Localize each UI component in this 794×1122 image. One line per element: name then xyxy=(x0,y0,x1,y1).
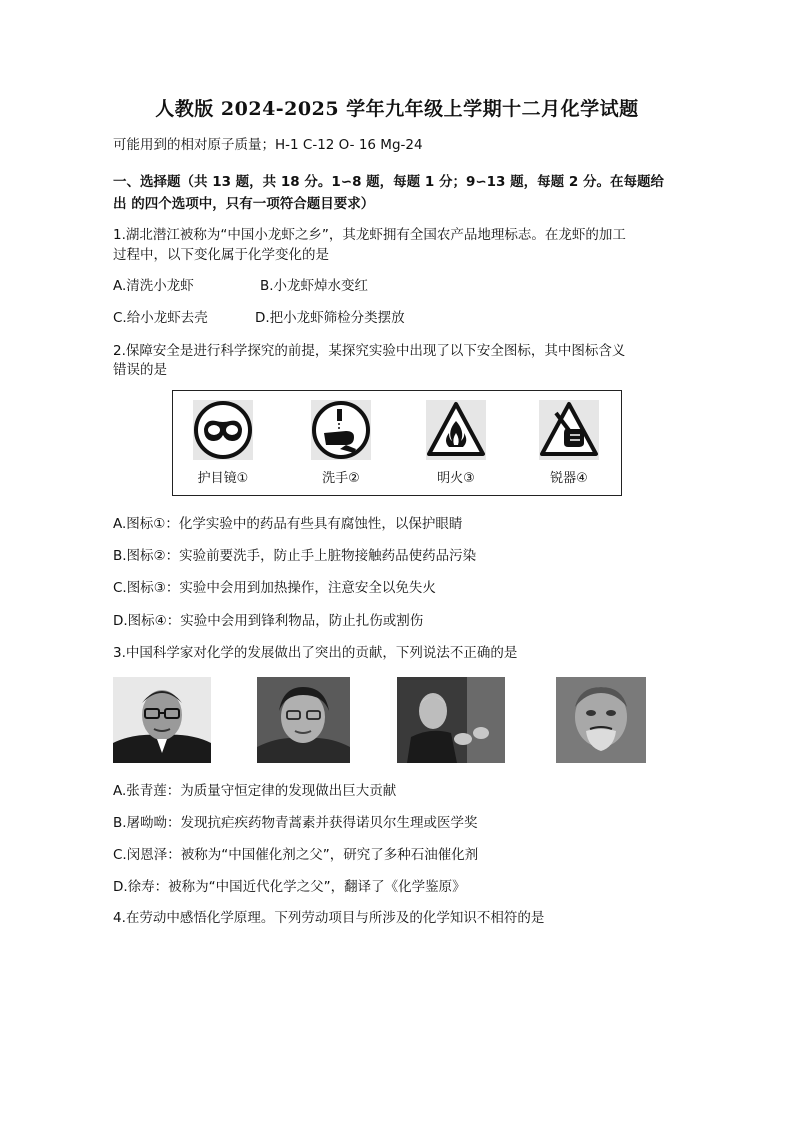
q2-stem-line2: 错误的是 xyxy=(113,362,167,378)
q2-option-c: C.图标③：实验中会用到加热操作，注意安全以免失火 xyxy=(113,580,436,596)
q3-option-b: B.屠呦呦：发现抗疟疾药物青蒿素并获得诺贝尔生理或医学奖 xyxy=(113,815,478,831)
q3-option-c: C.闵恩泽：被称为“中国催化剂之父”，研究了多种石油催化剂 xyxy=(113,847,479,863)
q1-stem-line1: 1.湖北潜江被称为“中国小龙虾之乡”，其龙虾拥有全国农产品地理标志。在龙虾的加工 xyxy=(113,227,626,243)
q1-option-d: D.把小龙虾筛检分类摆放 xyxy=(255,310,405,326)
section-heading-line1: 一、选择题（共 13 题，共 18 分。1∽8 题，每题 1 分；9∽13 题，每题 2 分。在每题给 xyxy=(113,174,664,190)
open-flame-icon xyxy=(425,399,487,461)
atomic-mass-line: 可能用到的相对原子质量；H-1 C-12 O- 16 Mg-24 xyxy=(113,137,423,153)
goggles-icon xyxy=(192,399,254,461)
q3-option-a: A.张青莲：为质量守恒定律的发现做出巨大贡献 xyxy=(113,783,397,799)
q2-option-a: A.图标①：化学实验中的药品有些具有腐蚀性，以保护眼睛 xyxy=(113,516,463,532)
q2-option-b: B.图标②：实验前要洗手，防止手上脏物接触药品使药品污染 xyxy=(113,548,477,564)
page-title: 人教版 2024-2025 学年九年级上学期十二月化学试题 xyxy=(155,98,639,120)
section-heading-line2: 出 的四个选项中，只有一项符合题目要求） xyxy=(113,196,375,212)
icon-cell-sharp xyxy=(529,399,609,494)
sharp-object-icon xyxy=(538,399,600,461)
sharp-label: 锐器④ xyxy=(550,471,588,486)
scientist-photo-3 xyxy=(397,677,505,763)
q1-option-a: A.清洗小龙虾 xyxy=(113,278,194,294)
q3-stem: 3.中国科学家对化学的发展做出了突出的贡献，下列说法不正确的是 xyxy=(113,645,518,661)
q1-option-b: B.小龙虾焯水变红 xyxy=(260,278,369,294)
scientist-photo-2 xyxy=(257,677,350,763)
handwash-label: 洗手② xyxy=(322,471,360,486)
q1-stem-line2: 过程中，以下变化属于化学变化的是 xyxy=(113,247,329,263)
hand-wash-icon xyxy=(310,399,372,461)
q2-stem-line1: 2.保障安全是进行科学探究的前提，某探究实验中出现了以下安全图标，其中图标含义 xyxy=(113,343,626,359)
q4-stem: 4.在劳动中感悟化学原理。下列劳动项目与所涉及的化学知识不相符的是 xyxy=(113,910,545,926)
safety-icons-figure xyxy=(172,390,622,496)
flame-label: 明火③ xyxy=(437,471,475,486)
q3-option-d: D.徐寿：被称为“中国近代化学之父”，翻译了《化学鉴原》 xyxy=(113,879,466,895)
icon-cell-goggles xyxy=(183,399,263,494)
q1-option-c: C.给小龙虾去壳 xyxy=(113,310,208,326)
icon-cell-handwash xyxy=(301,399,381,494)
icon-cell-flame xyxy=(416,399,496,494)
scientist-photo-1 xyxy=(113,677,211,763)
scientist-photo-4 xyxy=(556,677,646,763)
goggles-label: 护目镜① xyxy=(197,471,249,486)
q2-option-d: D.图标④：实验中会用到锋利物品，防止扎伤或割伤 xyxy=(113,613,424,629)
